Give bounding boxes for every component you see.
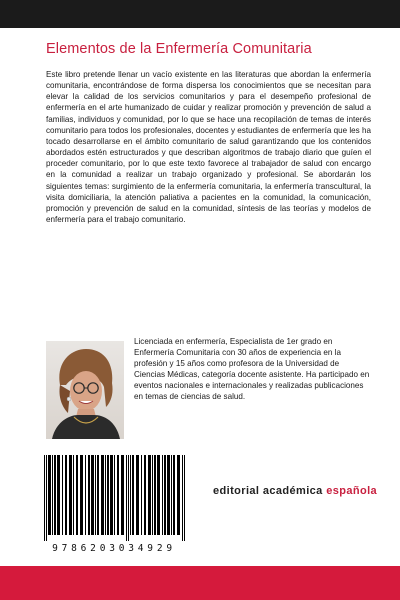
barcode-bar	[167, 455, 170, 535]
barcode-bar	[128, 455, 129, 541]
barcode-bar	[101, 455, 104, 535]
barcode-bar	[107, 455, 109, 535]
barcode-bar	[65, 455, 67, 535]
author-photo	[46, 341, 124, 439]
barcode-bar	[132, 455, 134, 535]
barcode-bar	[69, 455, 72, 535]
barcode-bar	[184, 455, 185, 541]
barcode-bar	[162, 455, 163, 535]
barcode-bar	[76, 455, 78, 535]
barcode-bar	[171, 455, 172, 535]
author-portrait-image	[46, 341, 124, 439]
book-description: Este libro pretende llenar un vacío existente en las literaturas que abordan la enfermería comunitaria, encontrándose de forma dispersa los conocimientos que se necesitan para elevar la calidad de los servicios comunitarios y para el desempeño profesional de enfermería en el arte humanizado de cuidar y realizar promoción y prevención de salud a familias, individuos y comunidad, por lo que se hace una recopilación de temas de interés comunitario para todos los profesionales, docentes y estudiantes de enfermería que les ha tocado desarrollarse en el ámbito comunitario de salud garantizando que los contenidos abordados estén estructurados y que describan algoritmos de trabajo diario que guíen el proceder comunitario, por lo que este texto favorece al trabajador de salud con encargo en la comunidad a realizar un trabajo organizado y profesional. Se abordarán los siguientes temas: surgimiento de la enfermería comunitaria, la enfermería transcultural, la visita domiciliaria, la atención paliativa a pacientes en la comunidad, la comunicación, promoción y prevención de salud en la comunidad, síntesis de las teorías y modelos de enfermería para el trabajo comunitario.	[46, 70, 371, 225]
barcode-bar	[73, 455, 74, 535]
barcode-bar	[46, 455, 47, 541]
barcode-bar	[126, 455, 127, 541]
barcode-bar	[57, 455, 60, 535]
barcode-bar	[121, 455, 124, 535]
top-color-band	[0, 0, 400, 28]
barcode-bar	[154, 455, 156, 535]
barcode-bar	[130, 455, 131, 535]
barcode-bar	[141, 455, 142, 535]
publisher-logo	[213, 485, 383, 497]
barcode-bar	[80, 455, 83, 535]
barcode-bar	[173, 455, 175, 535]
barcode-bars	[34, 455, 194, 543]
barcode-bar	[114, 455, 115, 535]
barcode-bar	[148, 455, 151, 535]
isbn-barcode	[34, 455, 194, 557]
barcode-bar	[91, 455, 94, 535]
barcode-bar	[88, 455, 90, 535]
isbn-digits: 9786203034929	[52, 543, 176, 554]
barcode-bar	[164, 455, 166, 535]
bottom-color-band	[0, 566, 400, 600]
barcode-bar	[54, 455, 56, 535]
publisher-name-main: editorial académica	[213, 485, 323, 497]
barcode-bar	[85, 455, 86, 535]
barcode-bar	[110, 455, 113, 535]
barcode-bar	[136, 455, 139, 535]
barcode-bar	[177, 455, 180, 535]
barcode-bar	[44, 455, 45, 541]
publisher-name-accent: española	[326, 485, 378, 497]
barcode-bar	[117, 455, 119, 535]
barcode-bar	[48, 455, 51, 535]
barcode-bar	[95, 455, 96, 535]
barcode-bar	[152, 455, 153, 535]
barcode-bar	[105, 455, 106, 535]
author-bio: Licenciada en enfermería, Especialista de 1er grado en Enfermería Comunitaria con 30 años de experiencia en la profesión y 15 años como profesora de la Universidad de Ciencias Médicas, categoría docente asistente. Ha participado en eventos nacionales e internacionales y realizadas publicaciones en temas de ciencias de salud.	[134, 337, 370, 402]
barcode-bar	[182, 455, 183, 541]
book-title: Elementos de la Enfermería Comunitaria	[46, 41, 312, 57]
barcode-bar	[52, 455, 53, 535]
barcode-bar	[144, 455, 146, 535]
barcode-bar	[62, 455, 63, 535]
barcode-bar	[97, 455, 99, 535]
barcode-bar	[157, 455, 160, 535]
